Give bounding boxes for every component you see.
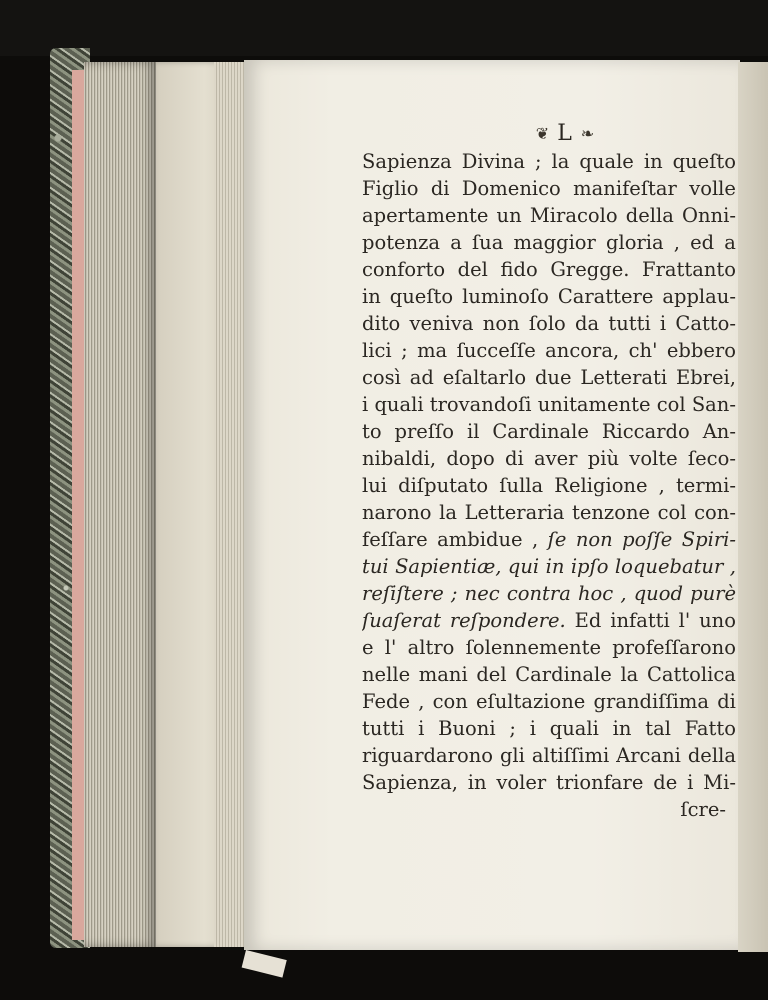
word: reſiſtere: [362, 582, 444, 605]
text-line: [362, 553, 736, 580]
word: col: [657, 501, 687, 524]
right-page-edge: [738, 62, 768, 952]
word: Religione: [554, 474, 648, 497]
left-leaf: [156, 62, 244, 947]
word: ſucceſſe: [456, 339, 536, 362]
word: e: [362, 636, 374, 659]
word: quale: [579, 150, 634, 173]
word: Carattere: [557, 285, 654, 308]
word: quali: [549, 717, 599, 740]
text-line: [362, 607, 736, 634]
word: gli: [499, 744, 525, 767]
word: in: [545, 555, 565, 578]
word: mani: [418, 663, 468, 686]
word: veniva: [409, 312, 474, 335]
word: diſputato: [398, 474, 489, 497]
word: Fatto: [684, 717, 736, 740]
word: ſua: [471, 231, 504, 254]
word: ebbero: [666, 339, 736, 362]
word: uno: [699, 609, 736, 632]
word: ,: [620, 582, 627, 605]
word: nelle: [362, 663, 411, 686]
word: Ebrei,: [675, 366, 736, 389]
word: Fede: [362, 690, 411, 713]
text-line: [362, 283, 736, 310]
book-page-edges: [84, 62, 156, 947]
word: dito: [362, 312, 401, 335]
word: i: [362, 393, 369, 416]
word: preſſo: [394, 420, 455, 443]
word: in: [643, 150, 663, 173]
word: Onni-: [682, 204, 736, 227]
word: Catto-: [675, 312, 736, 335]
word: trionfare: [556, 771, 644, 794]
word: ;: [534, 150, 542, 173]
text-line: [362, 499, 736, 526]
text-line: [362, 661, 736, 688]
word: dopo: [446, 447, 495, 470]
word: Riccardo: [601, 420, 690, 443]
word: lui: [362, 474, 388, 497]
word: i: [659, 312, 667, 335]
text-line: [362, 634, 736, 661]
word: ;: [401, 339, 408, 362]
word: ,: [531, 528, 539, 551]
word: riguardarono: [362, 744, 494, 767]
word: feſſare: [362, 528, 428, 551]
text-line: [362, 715, 736, 742]
word: purè: [690, 582, 736, 605]
word: termi-: [675, 474, 736, 497]
word: apertamente: [362, 204, 489, 227]
word: qui: [507, 555, 540, 578]
word: Cardinale: [515, 663, 612, 686]
word: della: [625, 204, 674, 227]
catchword-text: ſcre-: [680, 798, 726, 821]
text-line: [362, 175, 736, 202]
word: in: [467, 771, 487, 794]
word: infatti: [610, 609, 670, 632]
word: unitamente: [537, 393, 651, 416]
word: Figlio: [362, 177, 419, 200]
word: altiſſimi: [531, 744, 610, 767]
word: Sapientiæ,: [395, 555, 502, 578]
word: eſaltarlo: [442, 366, 527, 389]
word: eſultazione: [475, 690, 586, 713]
word: nec: [464, 582, 500, 605]
word: aver: [534, 447, 578, 470]
text-line: [362, 310, 736, 337]
word: a: [450, 231, 462, 254]
word: fido: [500, 258, 538, 281]
word: non: [482, 312, 520, 335]
word: Divina: [461, 150, 525, 173]
text-line: [362, 742, 736, 769]
word: Cardinale: [492, 420, 589, 443]
word: tutti: [608, 312, 651, 335]
word: a: [724, 231, 736, 254]
word: de: [653, 771, 678, 794]
word: ſolo: [528, 312, 566, 335]
text-line: [362, 418, 736, 445]
ornament-right-icon: ❧: [580, 123, 595, 143]
word: con-: [694, 501, 736, 524]
word: ma: [417, 339, 448, 362]
word: Buoni: [438, 717, 496, 740]
word: manifeſtar: [573, 177, 677, 200]
word: Letteraria: [464, 501, 565, 524]
word: gloria: [606, 231, 664, 254]
text-line: [362, 229, 736, 256]
word: con: [432, 690, 468, 713]
text-line: [362, 364, 736, 391]
word: ipſo: [570, 555, 609, 578]
word: Letterati: [580, 366, 668, 389]
word: altro: [407, 636, 455, 659]
word: Spiri-: [681, 528, 736, 551]
word: più: [587, 447, 620, 470]
word: di: [717, 690, 736, 713]
word: Arcani: [616, 744, 681, 767]
word: ad: [409, 366, 434, 389]
word: Gregge.: [550, 258, 630, 281]
word: quali: [374, 393, 424, 416]
word: Domenico: [461, 177, 561, 200]
word: hoc: [577, 582, 614, 605]
word: la: [551, 150, 570, 173]
text-line: [362, 337, 736, 364]
text-line: [362, 580, 736, 607]
text-line: [362, 526, 736, 553]
word: quod: [633, 582, 683, 605]
word: ed: [690, 231, 715, 254]
word: An-: [702, 420, 736, 443]
word: il: [466, 420, 480, 443]
word: della: [687, 744, 736, 767]
word: da: [575, 312, 600, 335]
word: Mi-: [703, 771, 736, 794]
word: Cattolica: [646, 663, 736, 686]
word: l': [678, 609, 691, 632]
word: ambidue: [437, 528, 523, 551]
word: queſto: [672, 150, 736, 173]
word: Ed: [574, 609, 602, 632]
word: reſpondere.: [449, 609, 566, 632]
word: profeſſarono: [612, 636, 736, 659]
word: del: [457, 258, 488, 281]
text-line: [362, 202, 736, 229]
text-line: [362, 256, 736, 283]
word: potenza: [362, 231, 441, 254]
background-top: [0, 0, 768, 56]
word: narono: [362, 501, 432, 524]
word: lici: [362, 339, 392, 362]
word: un: [496, 204, 522, 227]
text-line: [362, 769, 736, 796]
word: non: [575, 528, 613, 551]
word: ſeco-: [687, 447, 736, 470]
word: to: [362, 420, 382, 443]
word: Miracolo: [529, 204, 618, 227]
word: ,: [729, 555, 736, 578]
word: la: [620, 663, 639, 686]
word: Sapienza,: [362, 771, 458, 794]
word: tal: [645, 717, 671, 740]
word: grandiſſima: [593, 690, 710, 713]
text-line: [362, 688, 736, 715]
word: loquebatur: [614, 555, 724, 578]
text-line: [362, 391, 736, 418]
word: conforto: [362, 258, 446, 281]
word: ſulla: [499, 474, 544, 497]
word: ,: [673, 231, 680, 254]
text-line: [362, 445, 736, 472]
word: nibaldi,: [362, 447, 437, 470]
word: applau-: [662, 285, 736, 308]
word: tui: [362, 555, 389, 578]
word: trovandoſi: [429, 393, 532, 416]
word: voler: [496, 771, 547, 794]
catchword: [362, 796, 736, 823]
word: i: [687, 771, 694, 794]
word: ſolennemente: [465, 636, 601, 659]
word: in: [362, 285, 381, 308]
word: col: [656, 393, 686, 416]
word: queſto: [389, 285, 454, 308]
word: luminoſo: [462, 285, 549, 308]
word: l': [384, 636, 397, 659]
text-line: [362, 472, 736, 499]
word: del: [476, 663, 507, 686]
word: due: [534, 366, 572, 389]
word: San-: [691, 393, 736, 416]
word: ch': [628, 339, 658, 362]
bookmark-ribbon: [242, 950, 287, 978]
word: ſuaſerat: [362, 609, 441, 632]
word: i: [529, 717, 536, 740]
word: volle: [689, 177, 736, 200]
page-number: L: [557, 120, 573, 146]
word: tenzone: [572, 501, 651, 524]
word: ;: [450, 582, 458, 605]
word: ;: [509, 717, 516, 740]
word: volte: [629, 447, 678, 470]
word: così: [362, 366, 401, 389]
word: tutti: [362, 717, 405, 740]
page-header: [500, 120, 630, 146]
word: ,: [418, 690, 425, 713]
word: la: [439, 501, 457, 524]
word: contra: [506, 582, 571, 605]
ornament-left-icon: ❦: [535, 123, 550, 143]
word: i: [418, 717, 425, 740]
word: di: [430, 177, 450, 200]
word: ancora,: [545, 339, 620, 362]
word: ſe: [547, 528, 567, 551]
word: Sapienza: [362, 150, 452, 173]
word: Frattanto: [642, 258, 736, 281]
word: maggior: [513, 231, 596, 254]
text-line: [362, 148, 736, 175]
body-text: [362, 148, 736, 823]
word: di: [505, 447, 524, 470]
word: poſſe: [622, 528, 673, 551]
word: ,: [658, 474, 665, 497]
word: in: [612, 717, 632, 740]
